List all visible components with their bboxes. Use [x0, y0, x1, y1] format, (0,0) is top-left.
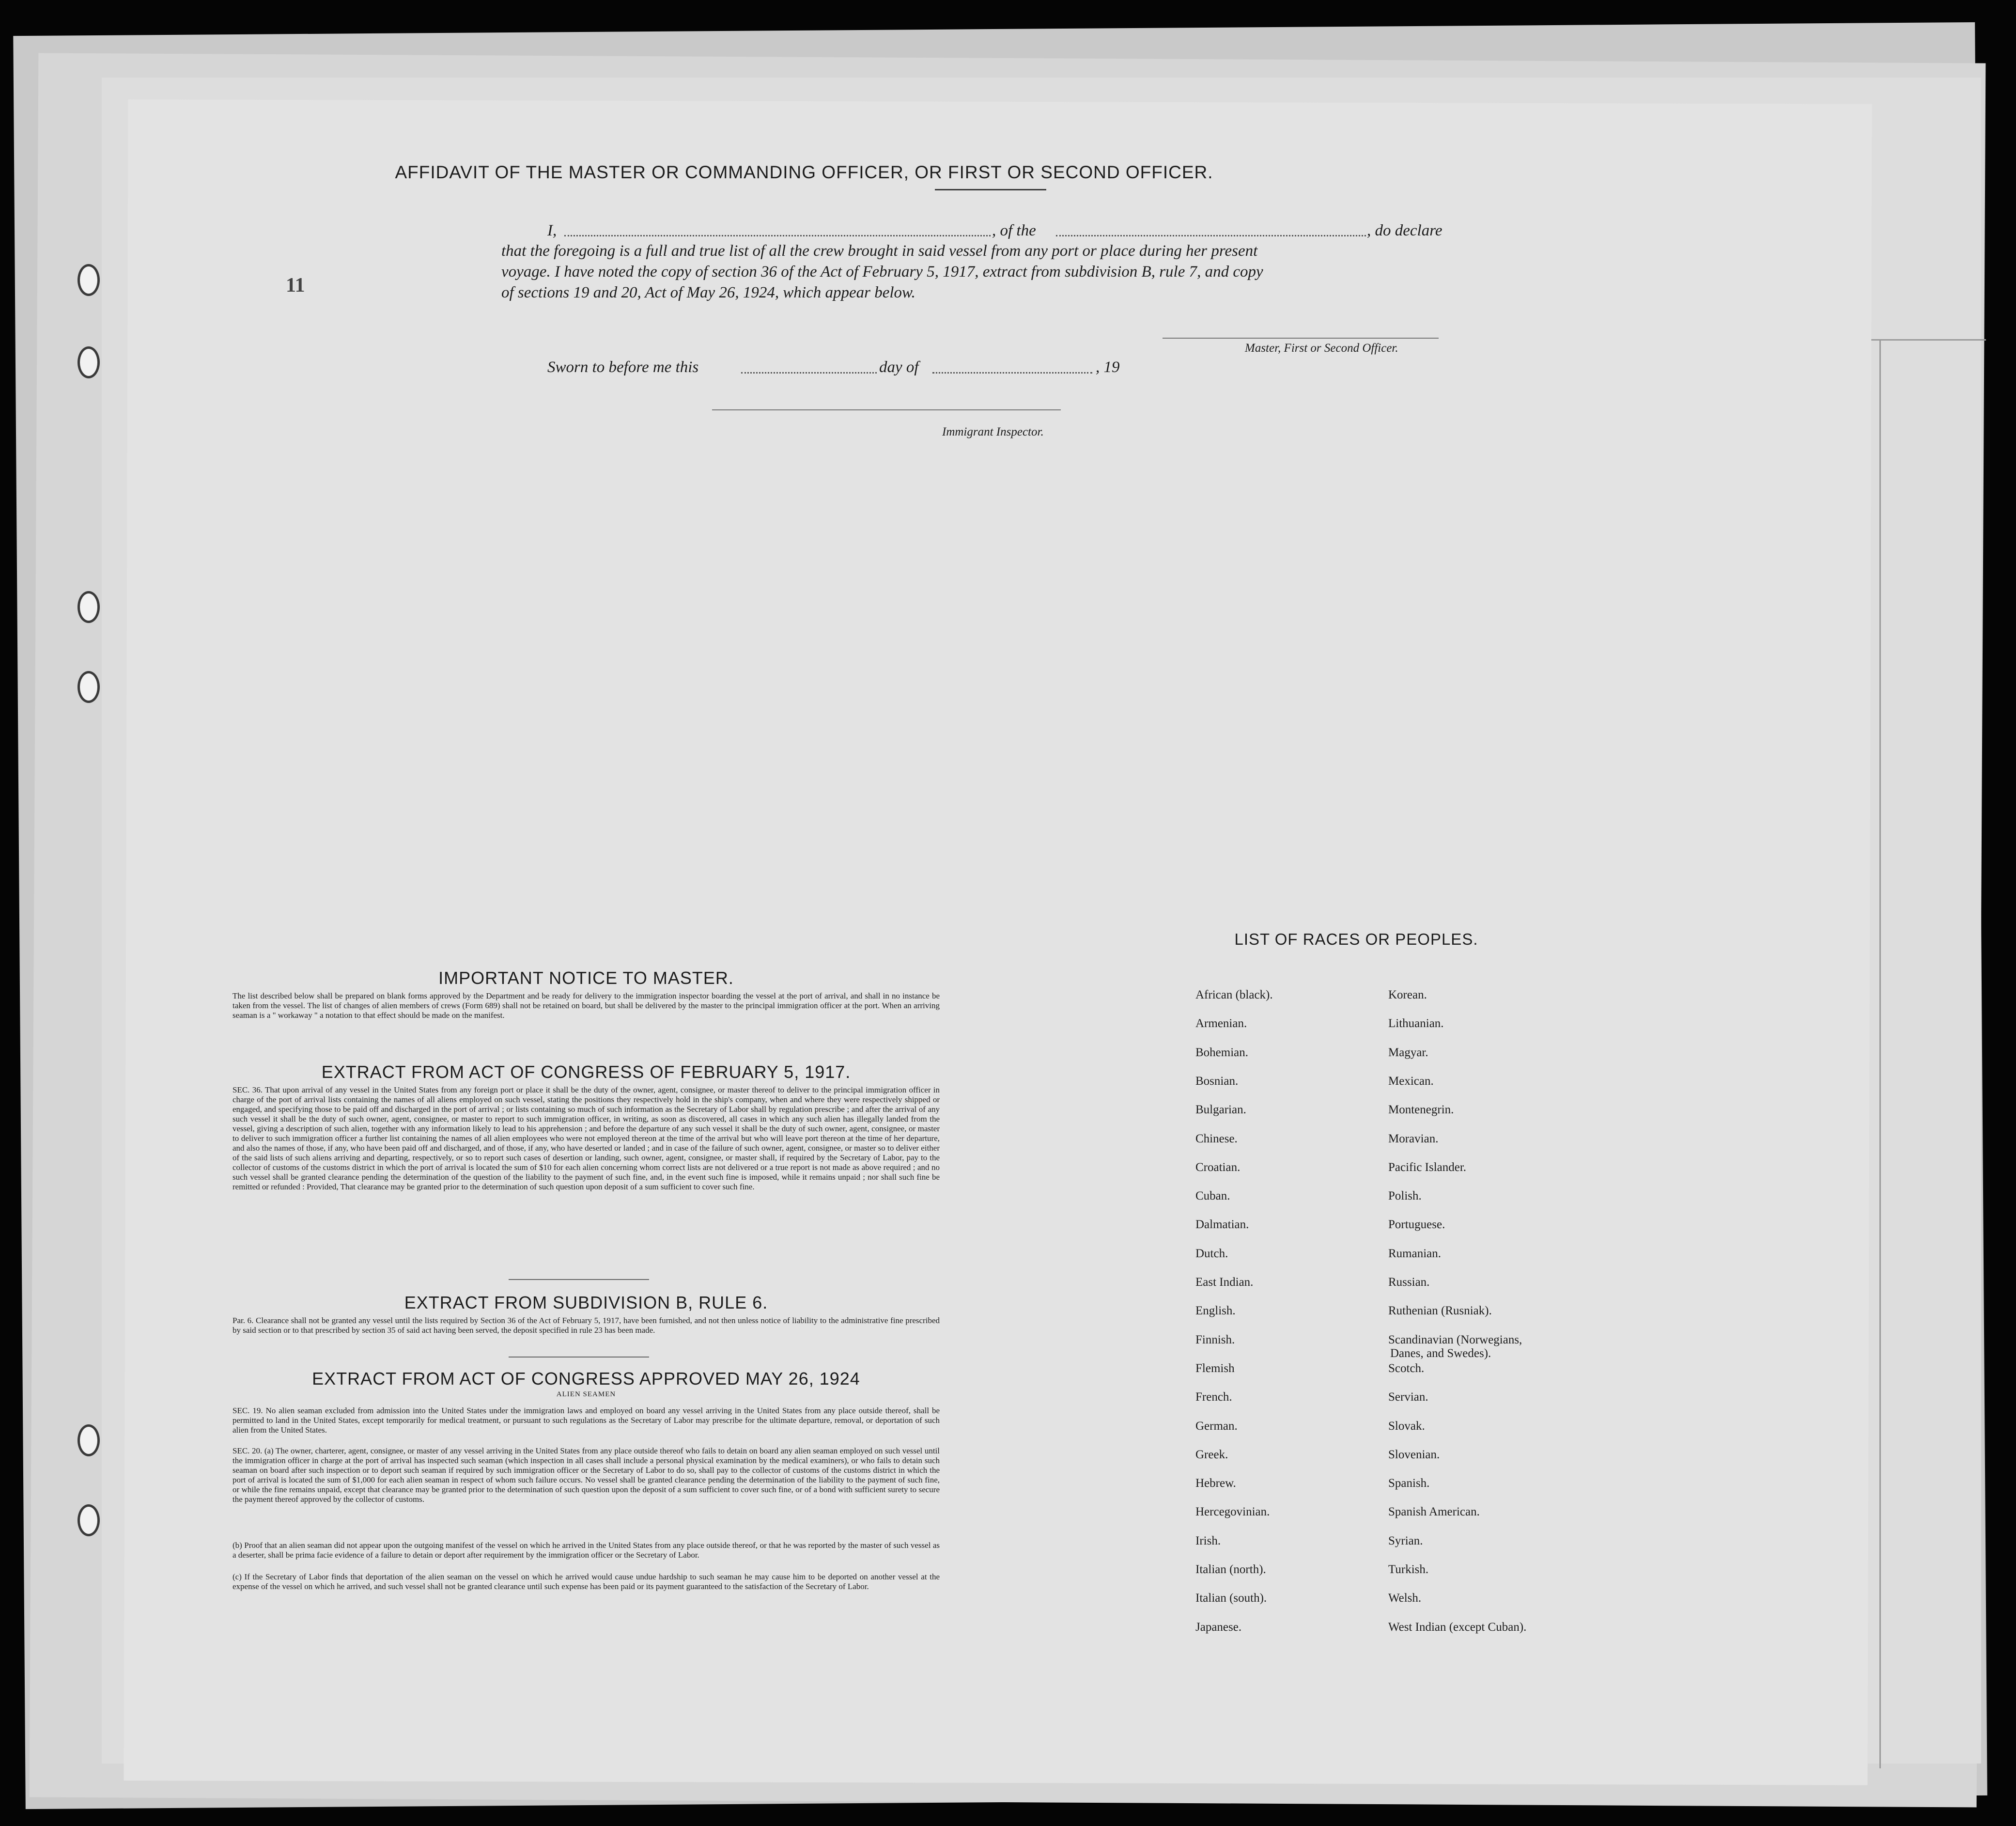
race-item: Croatian. [1195, 1160, 1241, 1174]
extract-1924-sec20c: (c) If the Secretary of Labor finds that deportation of the alien seaman on the vessel on which he arrived would cause undue hardship to such seaman he may cause him to be deported on another vessel at the expense of the vessel on which he arrived, and such vessel shall not be granted clearance until such expense has been paid or its payment guaranteed to the satisfaction of the Secretary of Labor. [233, 1572, 940, 1591]
race-item: Greek. [1195, 1448, 1228, 1461]
inspector-signature-line[interactable] [712, 409, 1061, 410]
sworn-year: , 19 [1096, 359, 1120, 376]
extract-1924-subtitle: ALIEN SEAMEN [556, 1390, 616, 1398]
affidavit-line: voyage. I have noted the copy of section 36 of the Act of February 5, 1917, extract from subdivision B, rule 7, and copy [501, 263, 1263, 281]
races-title: LIST OF RACES OR PEOPLES. [1234, 930, 1478, 948]
sworn-month-blank[interactable] [932, 372, 1092, 374]
race-item: Servian. [1388, 1390, 1428, 1404]
race-item: Welsh. [1388, 1592, 1422, 1605]
extract-1924-sec20b: (b) Proof that an alien seaman did not appear upon the outgoing manifest of the vessel on which he arrived in the United States from any place outside thereof, or that he was reported by the master of such vessel as a deserter, shall be prima facie evidence of a failure to detain or deport after requirement by the immigration officer or the Secretary of Labor. [233, 1541, 940, 1560]
form-page [124, 99, 1872, 1785]
affidavit-line: of sections 19 and 20, Act of May 26, 1924, which appear below. [501, 284, 915, 301]
race-item: Danes, and Swedes). [1390, 1346, 1491, 1360]
race-item: Italian (north). [1195, 1563, 1266, 1576]
race-item: Bulgarian. [1195, 1103, 1246, 1117]
notice-title: IMPORTANT NOTICE TO MASTER. [438, 968, 734, 988]
section-divider [509, 1279, 649, 1280]
race-item: Slovak. [1388, 1419, 1425, 1433]
race-item: Hercegovinian. [1195, 1505, 1270, 1519]
race-item: Mexican. [1388, 1074, 1434, 1088]
sworn-prefix: Sworn to before me this [547, 359, 699, 376]
name-blank[interactable] [564, 235, 991, 236]
extract-1917-title: EXTRACT FROM ACT OF CONGRESS OF FEBRUARY 5, 1917. [321, 1062, 851, 1082]
binder-hole [78, 264, 100, 296]
race-item: Turkish. [1388, 1563, 1429, 1576]
binder-hole [78, 1424, 100, 1456]
race-item: Korean. [1388, 988, 1427, 1001]
affidavit-line: that the foregoing is a full and true list of all the crew brought in said vessel from any port or place during her present [501, 242, 1258, 260]
sworn-day-of: day of [879, 359, 919, 376]
inspector-label: Immigrant Inspector. [942, 425, 1044, 438]
page-mark: 11 [286, 274, 305, 297]
extract-rule6-title: EXTRACT FROM SUBDIVISION B, RULE 6. [404, 1293, 768, 1312]
sheet-edge-line [1879, 339, 1881, 1768]
race-item: Japanese. [1195, 1620, 1242, 1634]
master-signature-label: Master, First or Second Officer. [1245, 342, 1398, 355]
race-item: Dutch. [1195, 1247, 1228, 1260]
race-item: Bohemian. [1195, 1046, 1249, 1059]
extract-1924-sec19: SEC. 19. No alien seaman excluded from admission into the United States under the immigration laws and employed on board any vessel arriving in the United States from any place outside thereof, shall be permitted to land in the United States, except temporarily for medical treatment, or pursuant to such regulations as the Secretary of Labor may prescribe for the ultimate departure, removal, or deportation of such alien from the United States. [233, 1406, 940, 1435]
race-item: East Indian. [1195, 1276, 1254, 1289]
race-item: Slovenian. [1388, 1448, 1440, 1461]
binder-hole [78, 346, 100, 378]
race-item: Bosnian. [1195, 1074, 1239, 1088]
race-item: Flemish [1195, 1361, 1235, 1375]
race-item: Spanish. [1388, 1477, 1430, 1490]
race-item: Ruthenian (Rusniak). [1388, 1304, 1492, 1318]
race-item: Pacific Islander. [1388, 1160, 1467, 1174]
binder-hole [78, 671, 100, 703]
race-item: Portuguese. [1388, 1218, 1445, 1232]
extract-rule6-body: Par. 6. Clearance shall not be granted any vessel until the lists required by Section 36 of the Act of February 5, 1917, have been furnished, and not then unless notice of liability to the administrative fine prescribed by said section or to that prescribed by section 35 of said act having been served, the deposit specified in rule 23 has been made. [233, 1316, 940, 1335]
binder-hole [78, 591, 100, 623]
race-item: Scandinavian (Norwegians, [1388, 1333, 1522, 1346]
notice-body: The list described below shall be prepared on blank forms approved by the Department and be ready for delivery to the immigration inspector boarding the vessel at the port of arrival, and shall in no instance be taken from the vessel. The list of changes of alien members of crews (Form 689) shall not be retained on board, but shall be delivered by the master to the principal immigration officer at the port. When an arriving seaman is a " workaway " a notation to that effect should be made on the manifest. [233, 991, 940, 1020]
affidavit-of-the: , of the [992, 222, 1036, 239]
race-item: Armenian. [1195, 1017, 1247, 1030]
section-divider [509, 1357, 649, 1358]
race-item: Dalmatian. [1195, 1218, 1249, 1232]
affidavit-i: I, [547, 222, 557, 239]
affidavit-title: AFFIDAVIT OF THE MASTER OR COMMANDING OFFICER, OR FIRST OR SECOND OFFICER. [395, 162, 1213, 182]
vessel-blank[interactable] [1056, 235, 1366, 236]
race-item: Finnish. [1195, 1333, 1235, 1346]
race-item: African (black). [1195, 988, 1273, 1001]
race-item: Chinese. [1195, 1132, 1238, 1145]
race-item: Lithuanian. [1388, 1017, 1444, 1030]
race-item: English. [1195, 1304, 1236, 1318]
sworn-day-blank[interactable] [741, 372, 877, 374]
race-item: Hebrew. [1195, 1477, 1236, 1490]
race-item: Russian. [1388, 1276, 1430, 1289]
master-signature-line[interactable] [1163, 338, 1439, 339]
race-item: French. [1195, 1390, 1232, 1404]
race-item: Montenegrin. [1388, 1103, 1454, 1117]
extract-1924-title: EXTRACT FROM ACT OF CONGRESS APPROVED MAY 26, 1924 [312, 1369, 860, 1389]
extract-1924-sec20a: SEC. 20. (a) The owner, charterer, agent, consignee, or master of any vessel arriving in the United States from any place outside thereof who fails to detain on board any alien seaman employed on such vessel until the immigration officer in charge at the port of arrival has inspected such seaman (which inspection in all cases shall include a personal physical examination by the medical examiners), or who fails to detain such seaman on board after such inspection or to deport such seaman if required by such immigration officer or the Secretary of Labor to do so, shall pay to the collector of customs of the customs district in which the port of arrival is located the sum of $1,000 for each alien seaman in respect of whom such failure occurs. No vessel shall be granted clearance pending the determination of the liability to the payment of such fine, or while the fine remains unpaid, except that clearance may be granted prior to the determination of such question upon the deposit of a sum sufficient to cover such fine, or of a bond with sufficient surety to secure the payment thereof approved by the collector of customs. [233, 1446, 940, 1504]
race-item: Cuban. [1195, 1189, 1230, 1203]
race-item: West Indian (except Cuban). [1388, 1620, 1527, 1634]
binder-hole [78, 1504, 100, 1536]
race-item: Scotch. [1388, 1361, 1425, 1375]
race-item: Syrian. [1388, 1534, 1423, 1547]
race-item: Rumanian. [1388, 1247, 1442, 1260]
extract-1917-body: SEC. 36. That upon arrival of any vessel in the United States from any foreign port or place it shall be the duty of the owner, agent, consignee, or master thereof to deliver to the principal immigration officer in charge of the port of arrival lists containing the names of all aliens employed on such vessel, stating the positions they respectively hold in the ship's company, when and where they were respectively shipped or engaged, and specifying those to be paid off and discharged in the port of arrival ; or lists containing so much of such information as the Secretary of Labor shall by regulation prescribe ; and after the arrival of any such vessel it shall be the duty of such owner, agent, consignee, or master to report to such immigration officer, in writing, as soon as discovered, all cases in which any such alien has illegally landed from the vessel, giving a description of such alien, together with any information likely to lead to his apprehension ; and before the departure of any such vessel it shall be the duty of such owner, agent, consignee, or master to deliver to such immigration officer a further list containing the names of all alien employees who were not employed thereon at the time of the arrival but who will leave port thereon at the time of her departure, and also the names of those, if any, who have been paid off and discharged, and of those, if any, who have deserted or landed ; and in case of the failure of such owner, agent, consignee, or master so to deliver either of the said lists of such aliens arriving and departing, respectively, or so to report such cases of desertion or landing, such owner, agent, consignee, or master shall, if required by the Secretary of Labor, pay to the collector of customs of the customs district in which the port of arrival is located the sum of $10 for each alien concerning whom correct lists are not delivered or a true report is not made as above required ; and no such vessel shall be granted clearance pending the determination of the question of the liability to the payment of such fine, and, in the event such fine is imposed, while it remains unpaid ; nor shall such fine be remitted or refunded : Provided, That clearance may be granted prior to the determination of such question upon deposit of a sum sufficient to cover such fine. [233, 1085, 940, 1191]
race-item: Polish. [1388, 1189, 1422, 1203]
race-item: Spanish American. [1388, 1505, 1480, 1519]
race-item: Moravian. [1388, 1132, 1439, 1145]
title-rule [935, 189, 1046, 190]
race-item: German. [1195, 1419, 1238, 1433]
race-item: Italian (south). [1195, 1592, 1267, 1605]
race-item: Irish. [1195, 1534, 1221, 1547]
affidavit-declare: , do declare [1367, 222, 1442, 239]
race-item: Magyar. [1388, 1046, 1428, 1059]
